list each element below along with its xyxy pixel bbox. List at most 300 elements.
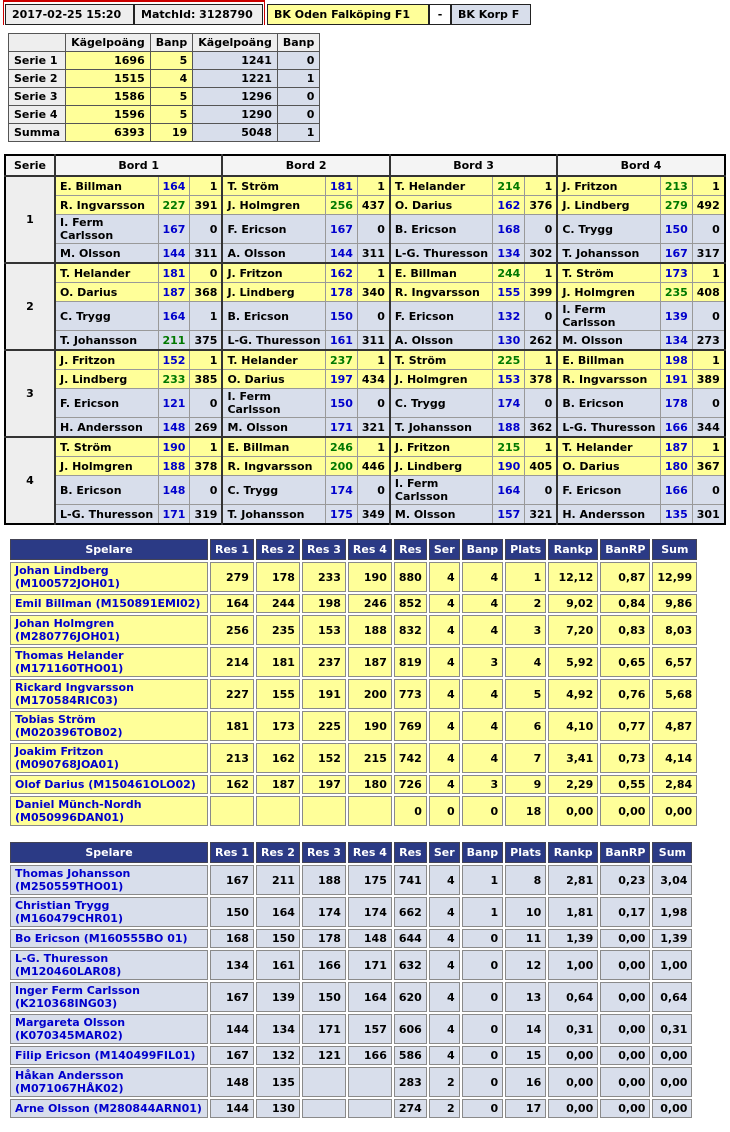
player-stat-value: 135 — [256, 1067, 300, 1097]
away-banp-value: 0 — [277, 52, 320, 70]
series-player-extra: 0 — [525, 215, 557, 244]
series-player-name: I. Ferm Carlsson — [55, 215, 158, 244]
series-player-row — [5, 244, 725, 264]
player-link[interactable]: Johan Holmgren (M280776JOH01) — [10, 615, 208, 645]
series-player-extra: 344 — [692, 418, 724, 438]
player-link[interactable]: Bo Ericson (M160555BO 01) — [10, 929, 208, 948]
away-players-header-row — [10, 842, 692, 863]
players-col-header: Res 4 — [348, 539, 392, 560]
player-stat-value: 150 — [256, 929, 300, 948]
series-player-extra: 0 — [525, 302, 557, 331]
series-player-name: B. Ericson — [222, 302, 325, 331]
series-player-row — [5, 176, 725, 196]
series-player-extra: 1 — [357, 350, 389, 370]
player-stat-value — [348, 1067, 392, 1097]
player-stat-value: 606 — [394, 1014, 427, 1044]
players-col-header: Res 2 — [256, 842, 300, 863]
player-stat-value: 4 — [429, 679, 460, 709]
player-stat-value: 235 — [256, 615, 300, 645]
player-stat-value: 0,64 — [548, 982, 598, 1012]
series-player-name: R. Ingvarsson — [222, 457, 325, 476]
player-link[interactable]: Inger Ferm Carlsson (K210368ING03) — [10, 982, 208, 1012]
player-stat-value: 190 — [348, 711, 392, 741]
summary-col-header: Banp — [150, 34, 193, 52]
player-stat-value — [348, 1099, 392, 1118]
series-player-score: 197 — [325, 370, 357, 389]
summary-row — [9, 88, 320, 106]
series-player-name: A. Olsson — [222, 244, 325, 264]
series-player-extra: 0 — [190, 476, 222, 505]
player-stat-value: 0,00 — [600, 982, 650, 1012]
series-player-score: 150 — [325, 302, 357, 331]
player-stat-value: 4 — [429, 865, 460, 895]
players-row — [10, 594, 697, 613]
player-stat-value: 14 — [505, 1014, 546, 1044]
player-stat-value: 198 — [302, 594, 346, 613]
player-stat-value: 0,77 — [600, 711, 650, 741]
player-stat-value: 4 — [462, 711, 504, 741]
player-stat-value: 191 — [302, 679, 346, 709]
series-player-extra: 0 — [357, 215, 389, 244]
player-stat-value: 0 — [462, 950, 504, 980]
player-stat-value: 4 — [429, 929, 460, 948]
series-player-name: L-G. Thuresson — [557, 418, 660, 438]
player-stat-value: 134 — [256, 1014, 300, 1044]
summary-col-header: Banp — [277, 34, 320, 52]
series-player-score: 150 — [660, 215, 692, 244]
series-player-score: 144 — [325, 244, 357, 264]
players-col-header: Rankp — [548, 842, 598, 863]
player-stat-value: 166 — [348, 1046, 392, 1065]
series-player-score: 150 — [325, 389, 357, 418]
player-stat-value: 187 — [348, 647, 392, 677]
player-stat-value: 742 — [394, 743, 427, 773]
team-separator: - — [429, 4, 451, 25]
series-player-extra: 317 — [692, 244, 724, 264]
series-player-row — [5, 215, 725, 244]
player-stat-value: 0,00 — [548, 1046, 598, 1065]
player-stat-value: 0,87 — [600, 562, 650, 592]
players-col-header: Banp — [462, 539, 504, 560]
player-stat-value: 5,92 — [548, 647, 598, 677]
player-stat-value: 167 — [210, 1046, 254, 1065]
board-header: Bord 1 — [55, 155, 222, 176]
series-player-extra: 262 — [525, 331, 557, 351]
player-stat-value: 0,83 — [600, 615, 650, 645]
player-link[interactable]: Filip Ericson (M140499FIL01) — [10, 1046, 208, 1065]
series-player-score: 164 — [493, 476, 525, 505]
series-player-row — [5, 505, 725, 525]
series-player-name: M. Olsson — [557, 331, 660, 351]
player-stat-value: 200 — [348, 679, 392, 709]
away-banp-value: 0 — [277, 106, 320, 124]
home-kagelpoang-value: 1696 — [66, 52, 151, 70]
player-link[interactable]: Thomas Helander (M171160THO01) — [10, 647, 208, 677]
player-stat-value: 0 — [462, 796, 504, 826]
player-link[interactable]: Margareta Olsson (K070345MAR02) — [10, 1014, 208, 1044]
player-stat-value: 188 — [302, 865, 346, 895]
player-stat-value: 2 — [429, 1099, 460, 1118]
player-stat-value: 4 — [429, 594, 460, 613]
players-col-header: Res — [394, 539, 427, 560]
player-stat-value: 0,64 — [652, 982, 692, 1012]
series-player-name: I. Ferm Carlsson — [557, 302, 660, 331]
series-player-extra: 434 — [357, 370, 389, 389]
series-player-name: C. Trygg — [557, 215, 660, 244]
player-link[interactable]: Tobias Ström (M020396TOB02) — [10, 711, 208, 741]
series-player-extra: 399 — [525, 283, 557, 302]
home-players-body — [10, 562, 697, 826]
player-stat-value — [302, 796, 346, 826]
series-player-score: 188 — [493, 418, 525, 438]
player-link[interactable]: Daniel Münch-Nordh (M050996DAN01) — [10, 796, 208, 826]
player-stat-value: 0,17 — [600, 897, 650, 927]
player-stat-value: 144 — [210, 1014, 254, 1044]
player-link[interactable]: Johan Lindberg (M100572JOH01) — [10, 562, 208, 592]
player-stat-value: 173 — [256, 711, 300, 741]
player-stat-value: 279 — [210, 562, 254, 592]
player-stat-value: 832 — [394, 615, 427, 645]
player-stat-value: 166 — [302, 950, 346, 980]
player-link[interactable]: Rickard Ingvarsson (M170584RIC03) — [10, 679, 208, 709]
home-kagelpoang-value: 1586 — [66, 88, 151, 106]
series-player-score: 233 — [158, 370, 190, 389]
player-link[interactable]: Emil Billman (M150891EMI02) — [10, 594, 208, 613]
series-player-extra: 349 — [357, 505, 389, 525]
series-player-extra: 311 — [357, 331, 389, 351]
series-player-score: 175 — [325, 505, 357, 525]
player-link[interactable]: Olof Darius (M150461OLO02) — [10, 775, 208, 794]
series-player-extra: 0 — [692, 215, 724, 244]
player-stat-value: 726 — [394, 775, 427, 794]
series-player-extra: 273 — [692, 331, 724, 351]
player-stat-value: 130 — [256, 1099, 300, 1118]
players-row — [10, 775, 697, 794]
series-player-score: 200 — [325, 457, 357, 476]
players-col-header: Res 3 — [302, 842, 346, 863]
series-player-name: T. Helander — [222, 350, 325, 370]
series-player-score: 187 — [158, 283, 190, 302]
player-stat-value: 167 — [210, 982, 254, 1012]
series-detail-body — [5, 176, 725, 524]
series-player-score: 166 — [660, 476, 692, 505]
player-stat-value: 6,57 — [652, 647, 697, 677]
player-stat-value — [302, 1099, 346, 1118]
player-stat-value: 283 — [394, 1067, 427, 1097]
series-player-name: E. Billman — [222, 437, 325, 457]
players-row — [10, 796, 697, 826]
player-stat-value — [256, 796, 300, 826]
series-player-extra: 0 — [692, 302, 724, 331]
series-player-score: 178 — [325, 283, 357, 302]
series-player-score: 162 — [493, 196, 525, 215]
series-player-extra: 0 — [190, 215, 222, 244]
player-stat-value: 0,65 — [600, 647, 650, 677]
series-player-score: 162 — [325, 263, 357, 283]
series-player-name: F. Ericson — [557, 476, 660, 505]
player-stat-value: 0,76 — [600, 679, 650, 709]
red-highlight-frame — [3, 0, 265, 25]
board-header: Bord 3 — [390, 155, 557, 176]
summary-col-header — [9, 34, 66, 52]
series-player-extra: 1 — [525, 437, 557, 457]
player-stat-value: 11 — [505, 929, 546, 948]
series-player-extra: 446 — [357, 457, 389, 476]
player-stat-value: 4 — [429, 711, 460, 741]
series-player-extra: 378 — [190, 457, 222, 476]
player-stat-value: 211 — [256, 865, 300, 895]
series-player-score: 211 — [158, 331, 190, 351]
player-stat-value: 0,00 — [652, 1046, 692, 1065]
away-kagelpoang-value: 1241 — [193, 52, 278, 70]
series-player-extra: 0 — [190, 263, 222, 283]
series-player-row — [5, 457, 725, 476]
series-player-score: 174 — [325, 476, 357, 505]
series-player-score: 178 — [660, 389, 692, 418]
player-stat-value: 171 — [348, 950, 392, 980]
player-stat-value: 880 — [394, 562, 427, 592]
series-player-extra: 0 — [357, 476, 389, 505]
player-stat-value: 157 — [348, 1014, 392, 1044]
player-stat-value: 0,00 — [548, 1099, 598, 1118]
series-player-name: R. Ingvarsson — [557, 370, 660, 389]
player-stat-value: 0,23 — [600, 865, 650, 895]
series-player-name: T. Helander — [557, 437, 660, 457]
player-stat-value: 213 — [210, 743, 254, 773]
series-player-name: H. Andersson — [55, 418, 158, 438]
player-stat-value: 769 — [394, 711, 427, 741]
series-player-name: J. Fritzon — [222, 263, 325, 283]
series-player-score: 227 — [158, 196, 190, 215]
series-player-name: J. Holmgren — [55, 457, 158, 476]
series-player-score: 161 — [325, 331, 357, 351]
players-col-header: Spelare — [10, 539, 208, 560]
home-team-name: BK Oden Falköping F1 — [267, 4, 429, 25]
series-player-score: 152 — [158, 350, 190, 370]
player-stat-value: 0 — [462, 1046, 504, 1065]
player-stat-value: 0,00 — [600, 1067, 650, 1097]
player-stat-value: 181 — [256, 647, 300, 677]
series-player-score: 173 — [660, 263, 692, 283]
player-stat-value: 662 — [394, 897, 427, 927]
series-player-score: 130 — [493, 331, 525, 351]
players-col-header: Banp — [462, 842, 504, 863]
series-player-extra: 1 — [357, 437, 389, 457]
summary-row-label: Serie 3 — [9, 88, 66, 106]
player-stat-value: 4 — [462, 562, 504, 592]
series-player-extra: 1 — [357, 176, 389, 196]
player-link[interactable]: L-G. Thuresson (M120460LAR08) — [10, 950, 208, 980]
player-link[interactable]: Arne Olsson (M280844ARN01) — [10, 1099, 208, 1118]
series-player-extra: 1 — [190, 437, 222, 457]
series-player-score: 148 — [158, 418, 190, 438]
player-stat-value: 1 — [462, 865, 504, 895]
player-stat-value: 164 — [256, 897, 300, 927]
players-col-header: BanRP — [600, 539, 650, 560]
series-player-extra: 1 — [692, 176, 724, 196]
player-stat-value: 0,00 — [548, 1067, 598, 1097]
player-stat-value: 0,00 — [548, 796, 598, 826]
summary-col-header: Kägelpoäng — [66, 34, 151, 52]
series-player-name: A. Olsson — [390, 331, 493, 351]
players-row — [10, 647, 697, 677]
player-link[interactable]: Thomas Johansson (M250559THO01) — [10, 865, 208, 895]
series-player-name: R. Ingvarsson — [390, 283, 493, 302]
player-stat-value: 3 — [462, 775, 504, 794]
player-stat-value: 150 — [210, 897, 254, 927]
player-stat-value: 3,41 — [548, 743, 598, 773]
player-stat-value: 244 — [256, 594, 300, 613]
player-stat-value: 0,55 — [600, 775, 650, 794]
player-stat-value: 852 — [394, 594, 427, 613]
board-header: Bord 2 — [222, 155, 389, 176]
player-stat-value: 4 — [429, 950, 460, 980]
series-player-extra: 0 — [692, 476, 724, 505]
player-stat-value: 132 — [256, 1046, 300, 1065]
series-player-score: 198 — [660, 350, 692, 370]
board-header: Bord 4 — [557, 155, 724, 176]
series-player-score: 244 — [493, 263, 525, 283]
series-player-score: 215 — [493, 437, 525, 457]
match-id: MatchId: 3128790 — [134, 4, 263, 25]
player-stat-value: 18 — [505, 796, 546, 826]
away-banp-value: 0 — [277, 88, 320, 106]
series-player-name: T. Johansson — [557, 244, 660, 264]
player-stat-value: 0,73 — [600, 743, 650, 773]
series-player-score: 191 — [660, 370, 692, 389]
series-player-name: M. Olsson — [55, 244, 158, 264]
player-stat-value: 5,68 — [652, 679, 697, 709]
away-kagelpoang-value: 1221 — [193, 70, 278, 88]
player-stat-value: 4,14 — [652, 743, 697, 773]
serie-number: 2 — [5, 263, 55, 350]
series-player-name: T. Ström — [390, 350, 493, 370]
summary-header — [9, 34, 320, 52]
player-stat-value: 0 — [462, 1014, 504, 1044]
series-player-score: 180 — [660, 457, 692, 476]
player-stat-value: 0,84 — [600, 594, 650, 613]
series-player-row — [5, 437, 725, 457]
away-banp-value: 1 — [277, 124, 320, 142]
series-player-extra: 408 — [692, 283, 724, 302]
player-stat-value: 4 — [429, 615, 460, 645]
series-player-extra: 375 — [190, 331, 222, 351]
serie-number: 4 — [5, 437, 55, 524]
series-player-row — [5, 302, 725, 331]
summary-row-label: Summa — [9, 124, 66, 142]
player-stat-value: 0,00 — [600, 929, 650, 948]
series-player-name: B. Ericson — [390, 215, 493, 244]
player-stat-value: 139 — [256, 982, 300, 1012]
player-stat-value: 5 — [505, 679, 546, 709]
player-stat-value: 13 — [505, 982, 546, 1012]
player-stat-value: 4 — [429, 897, 460, 927]
series-player-name: E. Billman — [390, 263, 493, 283]
players-col-header: Rankp — [548, 539, 598, 560]
series-player-extra: 0 — [357, 389, 389, 418]
player-stat-value: 4 — [505, 647, 546, 677]
player-stat-value: 215 — [348, 743, 392, 773]
players-col-header: Plats — [505, 539, 546, 560]
player-stat-value: 586 — [394, 1046, 427, 1065]
player-stat-value: 167 — [210, 865, 254, 895]
series-player-name: L-G. Thuresson — [55, 505, 158, 525]
player-stat-value: 181 — [210, 711, 254, 741]
series-player-row — [5, 283, 725, 302]
series-player-score: 225 — [493, 350, 525, 370]
player-stat-value: 12 — [505, 950, 546, 980]
series-player-name: J. Lindberg — [222, 283, 325, 302]
player-stat-value: 4 — [462, 679, 504, 709]
player-stat-value: 164 — [210, 594, 254, 613]
player-stat-value: 1,00 — [652, 950, 692, 980]
player-stat-value: 0,31 — [652, 1014, 692, 1044]
series-player-name: I. Ferm Carlsson — [222, 389, 325, 418]
player-stat-value: 134 — [210, 950, 254, 980]
player-stat-value: 227 — [210, 679, 254, 709]
players-col-header: Res 3 — [302, 539, 346, 560]
player-stat-value: 741 — [394, 865, 427, 895]
player-stat-value: 4 — [429, 1014, 460, 1044]
series-player-extra: 405 — [525, 457, 557, 476]
players-row — [10, 929, 692, 948]
player-stat-value: 4,92 — [548, 679, 598, 709]
series-player-row — [5, 370, 725, 389]
player-stat-value: 4,87 — [652, 711, 697, 741]
series-player-name: F. Ericson — [55, 389, 158, 418]
players-col-header: Ser — [429, 842, 460, 863]
players-col-header: Sum — [652, 539, 697, 560]
player-link[interactable]: Håkan Andersson (M071067HÅK02) — [10, 1067, 208, 1097]
player-stat-value: 0 — [462, 1067, 504, 1097]
series-player-name: T. Ström — [557, 263, 660, 283]
series-player-name: T. Helander — [390, 176, 493, 196]
series-player-extra: 340 — [357, 283, 389, 302]
series-player-extra: 0 — [190, 389, 222, 418]
series-player-score: 148 — [158, 476, 190, 505]
player-stat-value: 2,29 — [548, 775, 598, 794]
series-player-name: R. Ingvarsson — [55, 196, 158, 215]
series-player-score: 164 — [158, 302, 190, 331]
player-stat-value: 2,84 — [652, 775, 697, 794]
player-stat-value: 0 — [462, 982, 504, 1012]
player-stat-value: 174 — [302, 897, 346, 927]
series-player-name: T. Ström — [222, 176, 325, 196]
summary-row — [9, 52, 320, 70]
series-player-score: 213 — [660, 176, 692, 196]
player-stat-value: 0,00 — [600, 1099, 650, 1118]
away-team-name: BK Korp F — [451, 4, 531, 25]
player-stat-value: 178 — [302, 929, 346, 948]
series-player-name: I. Ferm Carlsson — [390, 476, 493, 505]
series-summary-table — [8, 33, 320, 142]
series-player-extra: 492 — [692, 196, 724, 215]
series-player-extra: 1 — [692, 437, 724, 457]
series-player-extra: 1 — [190, 350, 222, 370]
player-stat-value — [348, 796, 392, 826]
player-stat-value: 4,10 — [548, 711, 598, 741]
player-stat-value: 148 — [210, 1067, 254, 1097]
series-player-extra: 1 — [692, 350, 724, 370]
series-player-name: O. Darius — [222, 370, 325, 389]
player-link[interactable]: Christian Trygg (M160479CHR01) — [10, 897, 208, 927]
player-stat-value: 1,00 — [548, 950, 598, 980]
series-player-score: 135 — [660, 505, 692, 525]
player-stat-value: 161 — [256, 950, 300, 980]
player-link[interactable]: Joakim Fritzon (M090768JOA01) — [10, 743, 208, 773]
player-stat-value: 168 — [210, 929, 254, 948]
series-detail-header — [5, 155, 725, 176]
